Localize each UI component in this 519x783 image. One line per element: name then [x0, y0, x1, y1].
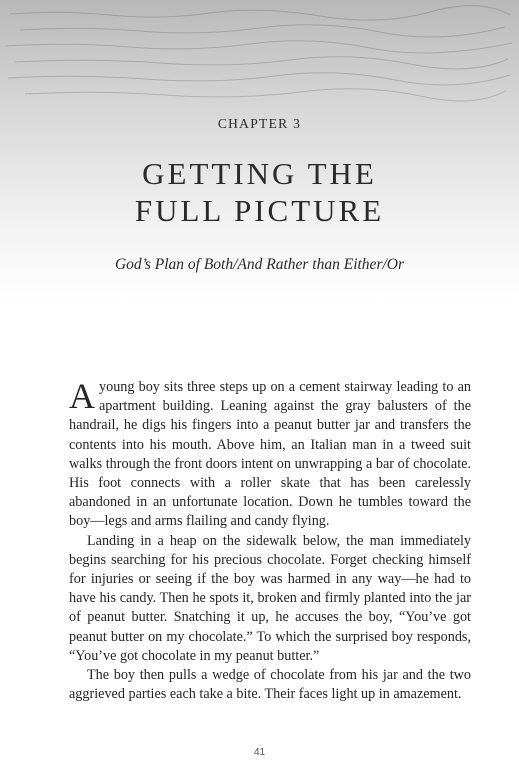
page-number: 41 [253, 747, 266, 758]
chapter-number: CHAPTER 3 [217, 116, 302, 131]
chapter-body [69, 378, 471, 704]
drop-cap: A [69, 376, 95, 416]
chapter-title-line-2: FULL PICTURE [134, 193, 385, 228]
paragraph-3: The boy then pulls a wedge of chocolate from his jar and the two aggrieved parties each take a bite. Their faces light up in amazement. [69, 667, 471, 703]
chapter-subtitle: God’s Plan of Both/And Rather than Either/Or [114, 256, 405, 273]
chapter-title-line-1: GETTING THE [142, 156, 377, 191]
paragraph-2: Landing in a heap on the sidewalk below, the man immediately begins searching for his precious chocolate. Forget checking himself for injuries or seeing if the boy was harmed in any way—he had to have his candy. Then he spots it, broken and firmly planted into the jar of peanut butter. Snatching it up, he accuses the boy, “You’ve got peanut butter on my chocolate.” To which the surprised boy responds, “You’ve got chocolate in my peanut butter.” [69, 532, 471, 664]
paragraph-1-text: young boy sits three steps up on a cement stairway leading to an apartment building. Leaning against the gray balusters of the handrail, he digs his fingers into a peanut butter jar and transfers the contents into his mouth. Above him, an Italian man in a tweed suit walks through the front doors intent on unwrapping a bar of chocolate. His foot connects with a roller skate that has been carelessly abandoned in an unfortunate location. Down he tumbles toward the boy—legs and arms flailing and candy flying. [69, 379, 471, 530]
chapter-header-background [0, 0, 519, 300]
chapter-title [0, 155, 519, 229]
paragraph-1 [69, 378, 471, 532]
